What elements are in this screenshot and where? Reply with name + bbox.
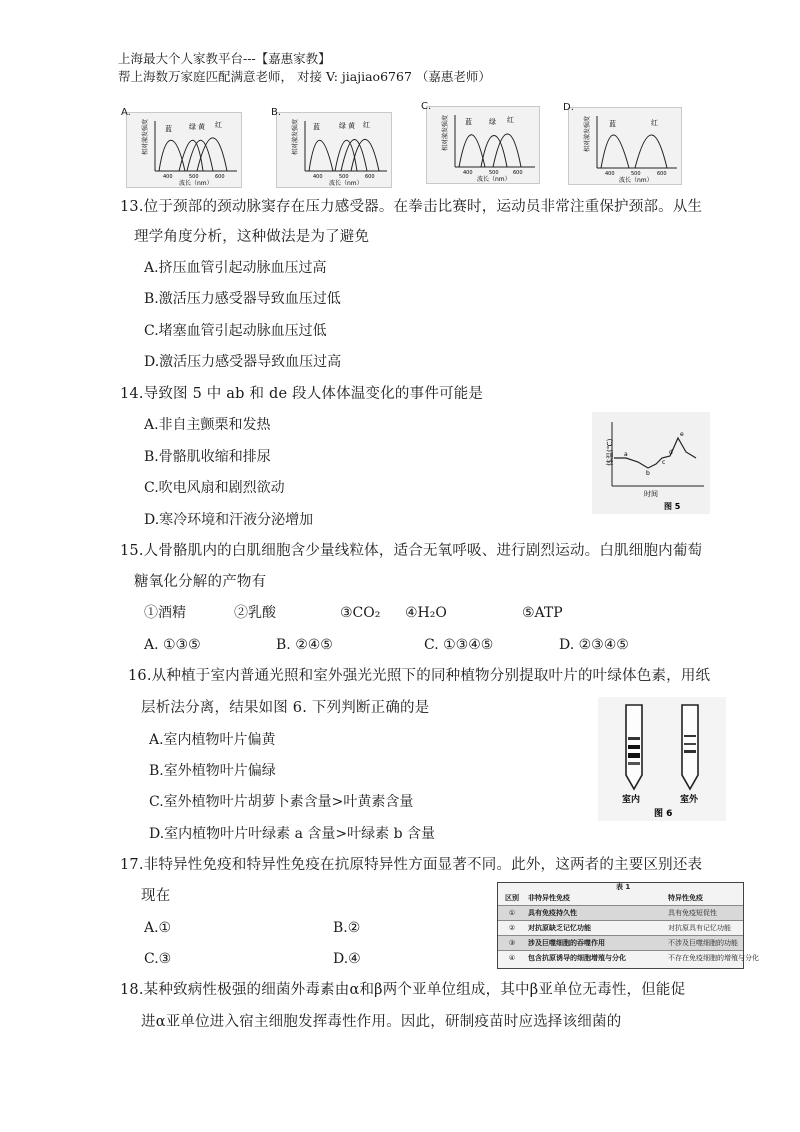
tick-label: 500 [489, 170, 499, 176]
table-row [498, 920, 743, 936]
q16-option-b[interactable]: B.室外植物叶片偏绿 [149, 763, 276, 779]
table-cell: 对抗原缺乏记忆功能 [528, 924, 591, 932]
q16-stem-line2: 层析法分离，结果如图 6. 下列判断正确的是 [141, 700, 430, 716]
spectrum-ylabel: 相对激发强度 [142, 118, 149, 155]
peak-label: 红 [215, 121, 222, 129]
table-cell: 不存在免疫细胞的增殖与分化 [668, 954, 759, 962]
q18-stem-line2: 进α亚单位进入宿主细胞发挥毒性作用。因此，研制疫苗时应选择该细菌的 [141, 1014, 622, 1030]
table-cell: ① [508, 909, 516, 917]
curve-point-label: a [624, 451, 628, 458]
spectrum-xlabel: 波长（nm） [329, 180, 363, 187]
peak-label: 红 [651, 119, 658, 127]
tick-label: 600 [215, 174, 225, 180]
fig6-left-label: 室内 [622, 795, 641, 805]
q13-stem-line1: 13.位于颈部的颈动脉窦存在压力感受器。在拳击比赛时，运动员非常注重保护颈部。从生 [120, 199, 703, 215]
tick-label: 600 [657, 171, 667, 177]
peak-label: 绿 [339, 122, 346, 130]
q13-option-b[interactable]: B.激活压力感受器导致血压过低 [144, 291, 341, 307]
curve-point-label: b [646, 470, 650, 477]
spectrum-xlabel: 波长（nm） [619, 177, 653, 184]
q13-option-c[interactable]: C.堵塞血管引起动脉血压过低 [144, 323, 327, 339]
spectrum-plot [427, 107, 539, 183]
tick-label: 600 [513, 170, 523, 176]
q14-option-c[interactable]: C.吹电风扇和剧烈欲动 [144, 480, 285, 496]
tick-label: 500 [189, 174, 199, 180]
tick-label: 400 [463, 170, 473, 176]
q14-stem: 14.导致图 5 中 ab 和 de 段人体体温变化的事件可能是 [120, 386, 484, 402]
table-cell: 具有免疫短促性 [668, 909, 717, 917]
curve-point-label: d [669, 449, 673, 456]
q15-item-4: ④H₂O [405, 605, 447, 621]
q18-stem-line1: 18.某种致病性极强的细菌外毒素由α和β两个亚单位组成，其中β亚单位无毒性，但能促 [120, 982, 686, 998]
q16-option-a[interactable]: A.室内植物叶片偏黄 [149, 732, 276, 748]
q15-option-b[interactable]: B. ②④⑤ [276, 637, 333, 653]
spectrum-ylabel: 相对激发强度 [292, 118, 299, 155]
fig6-caption: 图 6 [654, 809, 673, 819]
curve-point-label: e [680, 431, 684, 438]
q15-stem-line2: 糖氧化分解的产物有 [134, 574, 267, 590]
q16-option-c[interactable]: C.室外植物叶片胡萝卜素含量>叶黄素含量 [149, 794, 414, 810]
table-cell: 具有免疫持久性 [528, 909, 577, 917]
q17-stem-line2: 现在 [141, 888, 171, 904]
tick-label: 600 [365, 174, 375, 180]
q14-option-a[interactable]: A.非自主颤栗和发热 [144, 417, 271, 433]
q15-item-1: ①酒精 [144, 605, 186, 621]
spectrum-xlabel: 波长（nm） [179, 180, 213, 187]
q16-stem-line1: 16.从种植于室内普通光照和室外强光光照下的同种植物分别提取叶片的叶绿体色素，用纸 [128, 668, 711, 684]
q15-option-a[interactable]: A. ①③⑤ [144, 637, 201, 653]
spectrum-ylabel: 相对激发强度 [442, 114, 449, 151]
q15-stem-line1: 15.人骨骼肌内的白肌细胞含少量线粒体，适合无氧呼吸、进行剧烈运动。白肌细胞内葡萄 [120, 543, 703, 559]
table-cell: 对抗原具有记忆功能 [668, 924, 731, 932]
q15-item-3: ③CO₂ [340, 605, 381, 621]
table-title: 表 1 [616, 883, 631, 891]
table-header-cell: 非特异性免疫 [528, 894, 570, 902]
spectrum-letter: D. [563, 102, 574, 113]
q15-item-5: ⑤ATP [522, 605, 563, 621]
q15-item-2: ②乳酸 [234, 605, 276, 621]
peak-label: 红 [507, 116, 514, 124]
q17-option-c[interactable]: C.③ [144, 951, 172, 967]
table-cell: ② [508, 924, 516, 932]
fig5-ylabel: 体温(℃) [606, 438, 614, 466]
q14-option-d[interactable]: D.寒冷环境和汗液分泌增加 [144, 512, 314, 528]
peak-label: 红 [363, 121, 370, 129]
q16-option-d[interactable]: D.室内植物叶片叶绿素 a 含量>叶绿素 b 含量 [149, 826, 436, 842]
q13-stem-line2: 理学角度分析，这种做法是为了避免 [134, 229, 370, 245]
spectrum-plot [277, 113, 391, 187]
peak-label: 蓝 [465, 118, 472, 126]
peak-label: 蓝 [313, 123, 320, 131]
q17-stem-line1: 17.非特异性免疫和特异性免疫在抗原特异性方面显著不同。此外，这两者的主要区别还表 [120, 857, 703, 873]
spectrum-figure-d [563, 102, 682, 185]
chromatography-strips [598, 697, 726, 821]
q13-option-d[interactable]: D.激活压力感受器导致血压过高 [144, 354, 342, 370]
spectrum-letter: B. [271, 107, 282, 118]
q14-option-b[interactable]: B.骨骼肌收缩和排尿 [144, 449, 271, 465]
tick-label: 500 [339, 174, 349, 180]
table-header-cell: 特异性免疫 [668, 894, 703, 902]
q17-option-b[interactable]: B.② [333, 920, 361, 936]
peak-label: 黄 [348, 122, 355, 130]
spectrum-letter: A. [121, 107, 131, 118]
fig6-right-label: 室外 [680, 795, 699, 805]
figure-6 [598, 697, 726, 821]
temperature-curve-plot [592, 412, 710, 514]
fig5-caption: 图 5 [664, 502, 681, 511]
spectrum-plot [127, 113, 241, 187]
spectrum-ylabel: 相对激发强度 [584, 115, 591, 152]
table-1 [497, 882, 759, 969]
spectrum-figure-b [271, 107, 392, 188]
spectrum-figure-a [121, 107, 242, 188]
tick-label: 400 [163, 174, 173, 180]
q13-option-a[interactable]: A.挤压血管引起动脉血压过高 [144, 260, 327, 276]
q15-option-d[interactable]: D. ②③④⑤ [559, 637, 629, 653]
peak-label: 黄 [198, 123, 205, 131]
curve-point-label: c [662, 459, 666, 466]
spectrum-xlabel: 波长（nm） [477, 176, 511, 183]
table-cell: ③ [508, 939, 516, 947]
header-line-2: 帮上海数万家庭匹配满意老师， 对接 V: jiajiao6767 （嘉惠老师） [118, 69, 491, 84]
table-row [498, 935, 743, 951]
table-cell: 涉及巨噬细胞的吞噬作用 [528, 939, 605, 947]
table-row [498, 950, 759, 966]
table-header-row [498, 892, 743, 905]
header-line-1: 上海最大个人家教平台---【嘉惠家教】 [118, 51, 331, 66]
table-cell: 包含抗原诱导的细胞增殖与分化 [528, 954, 626, 962]
q17-option-a[interactable]: A.① [144, 920, 172, 936]
peak-label: 绿 [189, 123, 196, 131]
spectrum-plot [569, 108, 681, 184]
tick-label: 400 [605, 171, 615, 177]
figure-5 [592, 412, 710, 514]
table-cell: ④ [508, 954, 516, 962]
peak-label: 绿 [489, 118, 496, 126]
tick-label: 500 [631, 171, 641, 177]
peak-label: 蓝 [609, 120, 616, 128]
table-row [498, 905, 743, 921]
fig5-xlabel: 时间 [644, 490, 658, 498]
peak-label: 蓝 [165, 125, 172, 133]
spectrum-letter: C. [421, 101, 432, 112]
table-cell: 不涉及巨噬细胞的功能 [668, 939, 738, 947]
tick-label: 400 [313, 174, 323, 180]
spectrum-figure-c [421, 101, 540, 184]
q15-option-c[interactable]: C. ①③④⑤ [424, 637, 494, 653]
table-header-cell: 区别 [505, 894, 519, 902]
q17-option-d[interactable]: D.④ [333, 951, 361, 967]
